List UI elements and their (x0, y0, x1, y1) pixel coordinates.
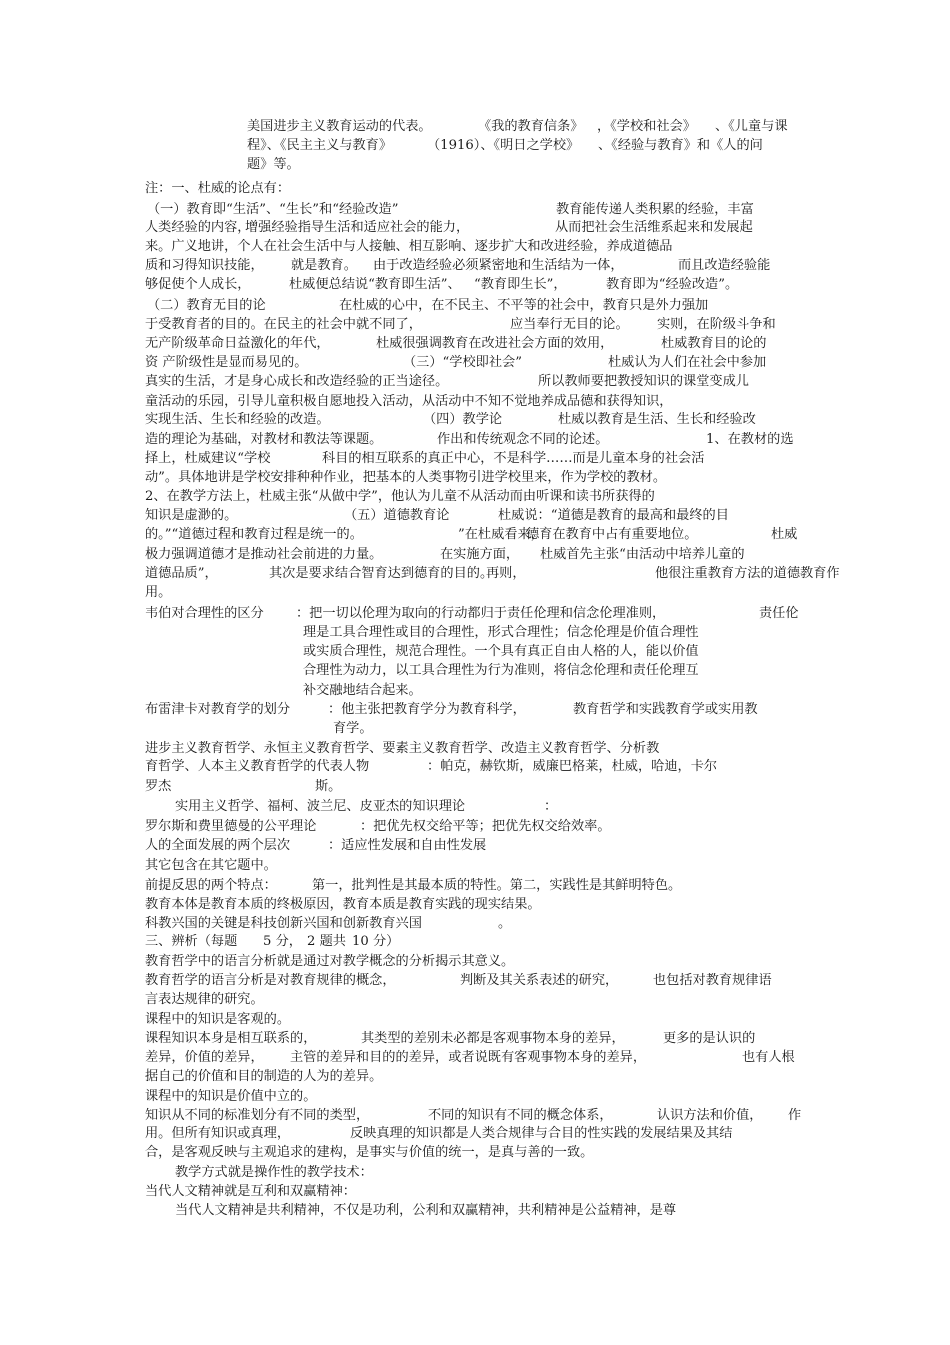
text-segment: 育哲学、人本主义教育哲学的代表人物 (145, 759, 370, 774)
text-segment: 实则，在阶级斗争和 (657, 317, 776, 332)
text-line (0, 200, 950, 219)
text-segment: 人的全面发展的两个层次 (145, 838, 291, 853)
text-line (0, 856, 950, 875)
text-segment: 其它包含在其它题中。 (145, 858, 277, 873)
text-segment: 认识方法和价值， (657, 1108, 763, 1123)
text-segment: ：帕克，赫钦斯，威廉巴格莱，杜威，哈迪，卡尔 (427, 759, 718, 774)
text-line (0, 1029, 950, 1048)
text-segment: 杜威说：“道德是教育的最高和最终的目 (498, 508, 729, 523)
text-segment: 实现生活、生长和经验的改造。 (145, 412, 330, 427)
text-line (0, 604, 950, 623)
text-segment: 在杜威的心中，在不民主、不平等的社会中，教育只是外力强加 (339, 298, 709, 313)
text-segment: 知识从不同的标准划分有不同的类型， (145, 1108, 370, 1123)
text-line (0, 642, 950, 661)
text-line (0, 836, 950, 855)
text-segment: 2、在教学方法上，杜威主张“从做中学”，他认为儿童不从活动而由听课和读书所获得的 (145, 489, 655, 504)
text-segment: 合，是客观反映与主观追求的建构，是事实与价值的统一，是真与善的一致。 (145, 1145, 594, 1160)
text-line (0, 914, 950, 933)
text-line (0, 372, 950, 391)
text-segment: 课程中的知识是价值中立的。 (145, 1089, 317, 1104)
text-segment: 来。广义地讲，个人在社会生活中与人接触、相互影响、逐步扩大和改进经验，养成道德品 (145, 239, 673, 254)
text-line (0, 237, 950, 256)
text-segment: 三、辨析（每题 (145, 934, 238, 949)
text-line (0, 136, 950, 155)
text-segment: 用。但所有知识或真理， (145, 1126, 291, 1141)
text-segment: 无产阶级革命日益激化的年代， (145, 336, 330, 351)
text-segment: 据自己的价值和目的制造的人为的差异。 (145, 1069, 383, 1084)
text-segment: 课程知识本身是相互联系的， (145, 1031, 317, 1046)
text-segment: 的。”“道德过程和教育过程是统一的。 (145, 527, 363, 542)
text-line (0, 700, 950, 719)
text-segment: 教育哲学中的语言分析就是通过对教学概念的分析揭示其意义。 (145, 954, 515, 969)
text-line (0, 1010, 950, 1029)
text-segment: （二）教育无目的论 (147, 298, 266, 313)
text-segment: 杜威以教育是生活、生长和经验改 (558, 412, 756, 427)
text-segment: ： (544, 799, 558, 814)
text-line (0, 1087, 950, 1106)
text-segment: 2 题共 (307, 934, 346, 949)
text-segment: ：把优先权交给平等；把优先权交给效率。 (360, 819, 611, 834)
text-line (0, 1182, 950, 1201)
text-segment: 补交融地结合起来。 (303, 683, 422, 698)
text-line (0, 623, 950, 642)
text-segment: 反映真理的知识都是人类合规律与合目的性实践的发展结果及其结 (350, 1126, 733, 1141)
text-segment: 判断及其关系表述的研究， (460, 973, 619, 988)
text-segment: 而且改造经验能 (678, 258, 771, 273)
text-line (0, 797, 950, 816)
text-segment: 斯。 (315, 779, 342, 794)
text-segment: 程》、《民主主义与教育》 (247, 138, 393, 153)
text-segment: 当代人文精神就是互利和双赢精神： (145, 1184, 356, 1199)
text-segment: 10 分） (352, 934, 400, 949)
text-segment: 教育能传递人类积累的经验，丰富 (556, 202, 754, 217)
text-segment: ，《学校和社会》 (597, 119, 696, 134)
text-segment: 教学方式就是操作性的教学技术： (175, 1165, 373, 1180)
text-line (0, 525, 950, 544)
text-segment: 增强经验指导生活和适应社会的能力， (245, 220, 470, 235)
text-line (0, 545, 950, 564)
text-segment: 真实的生活，才是身心成长和改造经验的正当途径。 (145, 374, 449, 389)
text-line (0, 410, 950, 429)
text-segment: 他很注重教育方法的道德教育作 (655, 566, 840, 581)
text-segment: 道德品质”， (145, 566, 218, 581)
text-line (0, 757, 950, 776)
text-segment: ：把一切以伦理为取向的行动都归于责任伦理和信念伦理准则， (296, 606, 666, 621)
text-line (0, 1106, 950, 1125)
text-segment: 教育本体是教育本质的终极原因，教育本质是教育实践的现实结果。 (145, 897, 541, 912)
text-segment: 课程中的知识是客观的。 (145, 1012, 291, 1027)
text-line (0, 155, 950, 174)
text-segment: 德育在教育中占有重要地位。 (526, 527, 698, 542)
text-segment: 所以教师要把教授知识的课堂变成儿 (538, 374, 749, 389)
text-segment: 题》等。 (247, 157, 300, 172)
text-line (0, 817, 950, 836)
text-segment: 童活动的乐园，引导儿童积极自愿地投入活动，从活动中不知不觉地养成品德和获得知识， (145, 394, 673, 409)
text-segment: 杜威 (771, 527, 798, 542)
text-line (0, 971, 950, 990)
text-segment: 育学。 (333, 721, 373, 736)
text-line (0, 218, 950, 237)
text-line (0, 1048, 950, 1067)
text-line (0, 564, 950, 583)
text-segment: 教育哲学的语言分析是对教育规律的概念， (145, 973, 396, 988)
text-segment: 应当奉行无目的论。 (510, 317, 629, 332)
text-line (0, 334, 950, 353)
text-segment: 差异，价值的差异， (145, 1050, 264, 1065)
text-line (0, 661, 950, 680)
text-segment: “教育即生长”， (474, 277, 567, 292)
text-segment: 杜威便总结说“教育即生活”、 (289, 277, 461, 292)
text-segment: 罗尔斯和费里德曼的公平理论 (145, 819, 317, 834)
text-segment: 更多的是认识的 (663, 1031, 756, 1046)
text-segment: 、《经验与教育》和《人的问 (598, 138, 763, 153)
text-line (0, 952, 950, 971)
text-segment: 就是教育。 (291, 258, 357, 273)
text-segment: （五）道德教育论 (344, 508, 450, 523)
text-line (0, 117, 950, 136)
text-segment: 造的理论为基础，对教材和教法等课题。 (145, 432, 383, 447)
text-segment: 前提反思的两个特点： (145, 878, 277, 893)
text-segment: 或实质合理性，规范合理性。一个具有真正自由人格的人，能以价值 (303, 644, 699, 659)
text-line (0, 353, 950, 372)
text-segment: 注：一、杜威的论点有： (145, 181, 291, 196)
text-segment: 由于改造经验必须紧密地和生活结为一体， (373, 258, 624, 273)
text-segment: 美国进步主义教育运动的代表。 (247, 119, 432, 134)
text-segment: 其次是要求结合智育达到德育的目的。 (269, 566, 494, 581)
text-segment: 教育即为“经验改造”。 (606, 277, 739, 292)
text-segment: 择上，杜威建议“学校 (145, 451, 271, 466)
text-segment: 杜威教育目的论的 (661, 336, 767, 351)
text-segment: 理是工具合理性或目的合理性，形式合理性；信念伦理是价值合理性 (303, 625, 699, 640)
text-line (0, 449, 950, 468)
text-segment: ：适应性发展和自由性发展 (328, 838, 487, 853)
text-line (0, 990, 950, 1009)
text-line (0, 296, 950, 315)
text-segment: 也包括对教育规律语 (653, 973, 772, 988)
text-segment: （四）教学论 (423, 412, 503, 427)
text-segment: （1916）、《明日之学校》 (427, 138, 580, 153)
text-line (0, 932, 950, 951)
text-line (0, 895, 950, 914)
text-segment: 动”。具体地讲是学校安排种种作业，把基本的人类事物引进学校里来，作为学校的教材。 (145, 470, 667, 485)
text-segment: 罗杰 (145, 779, 172, 794)
text-segment: 科目的相互联系的真正中心，不是科学……而是儿童本身的社会活 (322, 451, 705, 466)
text-segment: 。 (498, 916, 512, 931)
text-line (0, 777, 950, 796)
text-segment: 5 分， (263, 934, 302, 949)
text-line (0, 468, 950, 487)
text-segment: 于受教育者的目的。在民主的社会中就不同了， (145, 317, 422, 332)
text-segment: 不同的知识有不同的概念体系， (428, 1108, 613, 1123)
text-segment: 布雷津卡对教育学的划分 (145, 702, 291, 717)
text-segment: 韦伯对合理性的区分 (145, 606, 264, 621)
text-line (0, 1067, 950, 1086)
text-segment: 够促使个人成长， (145, 277, 251, 292)
text-segment: 从而把社会生活维系起来和发展起 (555, 220, 753, 235)
text-line (0, 179, 950, 198)
text-segment: 质和习得知识技能， (145, 258, 264, 273)
text-segment: 第一，批判性是其最本质的特性。第二，实践性是其鲜明特色。 (312, 878, 682, 893)
text-line (0, 1124, 950, 1143)
text-segment: 1、在教材的选 (706, 432, 794, 447)
text-segment: 其类型的差别未必都是客观事物本身的差异， (361, 1031, 625, 1046)
text-line (0, 719, 950, 738)
text-segment: 作出和传统观念不同的论述。 (437, 432, 609, 447)
text-line (0, 876, 950, 895)
text-segment: 杜威认为人们在社会中参加 (608, 355, 767, 370)
text-segment: 在实施方面， (440, 547, 520, 562)
text-line (0, 583, 950, 602)
text-segment: 知识是虚渺的。 (145, 508, 238, 523)
text-segment: 资 产阶级性是显而易见的。 (145, 355, 308, 370)
text-segment: 进步主义教育哲学、永恒主义教育哲学、要素主义教育哲学、改造主义教育哲学、分析教 (145, 741, 660, 756)
text-line (0, 739, 950, 758)
text-segment: 杜威首先主张“由活动中培养儿童的 (540, 547, 745, 562)
text-line (0, 256, 950, 275)
text-line (0, 506, 950, 525)
text-segment: 《我的教育信条》 (478, 119, 584, 134)
text-segment: 合理性为动力，以工具合理性为行为准则，将信念伦理和责任伦理互 (303, 663, 699, 678)
text-line (0, 681, 950, 700)
text-line (0, 275, 950, 294)
text-segment: 科教兴国的关键是科技创新兴国和创新教育兴国 (145, 916, 422, 931)
text-segment: 极力强调道德才是推动社会前进的力量。 (145, 547, 383, 562)
text-segment: 用。 (145, 585, 172, 600)
text-segment: 作 (788, 1108, 802, 1123)
text-segment: ”在杜威看来， (458, 527, 544, 542)
text-line (0, 487, 950, 506)
text-segment: 教育哲学和实践教育学或实用教 (573, 702, 758, 717)
text-segment: 再则， (486, 566, 526, 581)
text-segment: 当代人文精神是共利精神，不仅是功利，公利和双赢精神，共利精神是公益精神，是尊 (175, 1203, 677, 1218)
text-segment: （一）教育即“生活”、“生长”和“经验改造” (147, 202, 399, 217)
text-line (0, 1163, 950, 1182)
text-segment: （三）“学校即社会” (403, 355, 522, 370)
text-segment: 责任伦 (759, 606, 799, 621)
text-line (0, 1201, 950, 1220)
text-segment: 、《儿童与课 (715, 119, 788, 134)
text-segment: 也有人根 (742, 1050, 795, 1065)
text-line (0, 430, 950, 449)
text-segment: 人类经验的内容， (145, 220, 251, 235)
text-segment: 言表达规律的研究。 (145, 992, 264, 1007)
text-segment: 杜威很强调教育在改进社会方面的效用， (376, 336, 614, 351)
text-segment: 主管的差异和目的的差异，或者说既有客观事物本身的差异， (290, 1050, 647, 1065)
text-line (0, 315, 950, 334)
text-line (0, 392, 950, 411)
text-segment: 实用主义哲学、福柯、波兰尼、皮亚杰的知识理论 (175, 799, 466, 814)
text-segment: ：他主张把教育学分为教育科学， (328, 702, 526, 717)
text-line (0, 1143, 950, 1162)
